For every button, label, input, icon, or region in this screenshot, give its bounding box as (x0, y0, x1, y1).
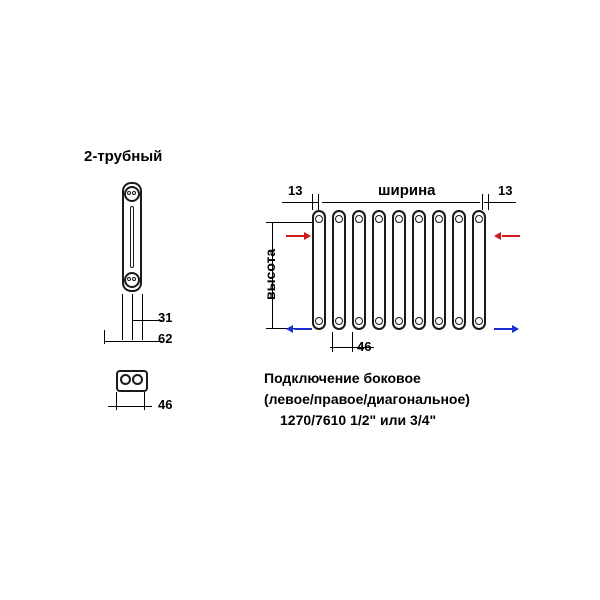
section-bottom-knob (395, 317, 403, 325)
dim-tick-left-inner (318, 194, 319, 210)
radiator-section (412, 210, 426, 330)
section-bottom-knob (475, 317, 483, 325)
dim-line-width (322, 202, 480, 203)
radiator-top-cap (124, 186, 140, 202)
radiator-section (332, 210, 346, 330)
section-bottom-knob (335, 317, 343, 325)
dim-label-margin-left: 13 (288, 183, 303, 198)
section-top-knob (455, 215, 463, 223)
dim-label-margin-right: 13 (498, 183, 513, 198)
left-diagram-title: 2-трубный (84, 148, 163, 165)
radiator-bottom-cap (124, 272, 140, 288)
left-ext-line-5 (116, 392, 117, 410)
dim-line-height-top (266, 222, 312, 223)
caption-line-1: Подключение боковое (264, 370, 421, 386)
section-top-knob (475, 215, 483, 223)
caption-line-2: (левое/правое/диагональное) (264, 391, 470, 407)
section-top-knob (395, 215, 403, 223)
radiator-inner-column (130, 206, 134, 268)
radiator-section (452, 210, 466, 330)
dim-tick-pitch-left (332, 332, 333, 352)
dim-tick-right-outer (488, 194, 489, 210)
section-top-knob (375, 215, 383, 223)
radiator-top-view-icon (112, 370, 152, 392)
section-bottom-knob (435, 317, 443, 325)
dim-tick-31-left (132, 316, 133, 325)
dim-label-62: 62 (158, 331, 173, 346)
section-top-knob (435, 215, 443, 223)
dim-label-46-left: 46 (158, 397, 173, 412)
section-top-knob (335, 215, 343, 223)
dim-line-46-left (108, 406, 152, 407)
caption-line-3: 1270/7610 1/2" или 3/4" (280, 412, 437, 428)
section-bottom-knob (375, 317, 383, 325)
radiator-section (312, 210, 326, 330)
left-ext-line-6 (144, 392, 145, 410)
radiator-section (392, 210, 406, 330)
dim-tick-right-inner (482, 194, 483, 210)
section-top-knob (355, 215, 363, 223)
section-bottom-knob (455, 317, 463, 325)
left-ext-line-1 (122, 294, 123, 340)
width-label: ширина (378, 182, 436, 199)
section-bottom-knob (315, 317, 323, 325)
dim-tick-pitch-mid (352, 332, 353, 352)
section-top-knob (315, 215, 323, 223)
left-ext-line-3 (142, 294, 143, 340)
section-bottom-knob (355, 317, 363, 325)
radiator-section (352, 210, 366, 330)
section-top-knob (415, 215, 423, 223)
dim-label-46-right: 46 (357, 339, 372, 354)
radiator-front-view-icon (312, 210, 488, 330)
radiator-side-view-icon (116, 182, 148, 292)
dim-tick-left-outer (312, 194, 313, 210)
dim-line-62 (104, 341, 162, 342)
top-view-port-left (120, 374, 131, 385)
section-bottom-knob (415, 317, 423, 325)
radiator-section (432, 210, 446, 330)
height-label: высота (262, 248, 278, 300)
dim-label-31: 31 (158, 310, 173, 325)
radiator-section (372, 210, 386, 330)
radiator-section (472, 210, 486, 330)
top-view-port-right (132, 374, 143, 385)
